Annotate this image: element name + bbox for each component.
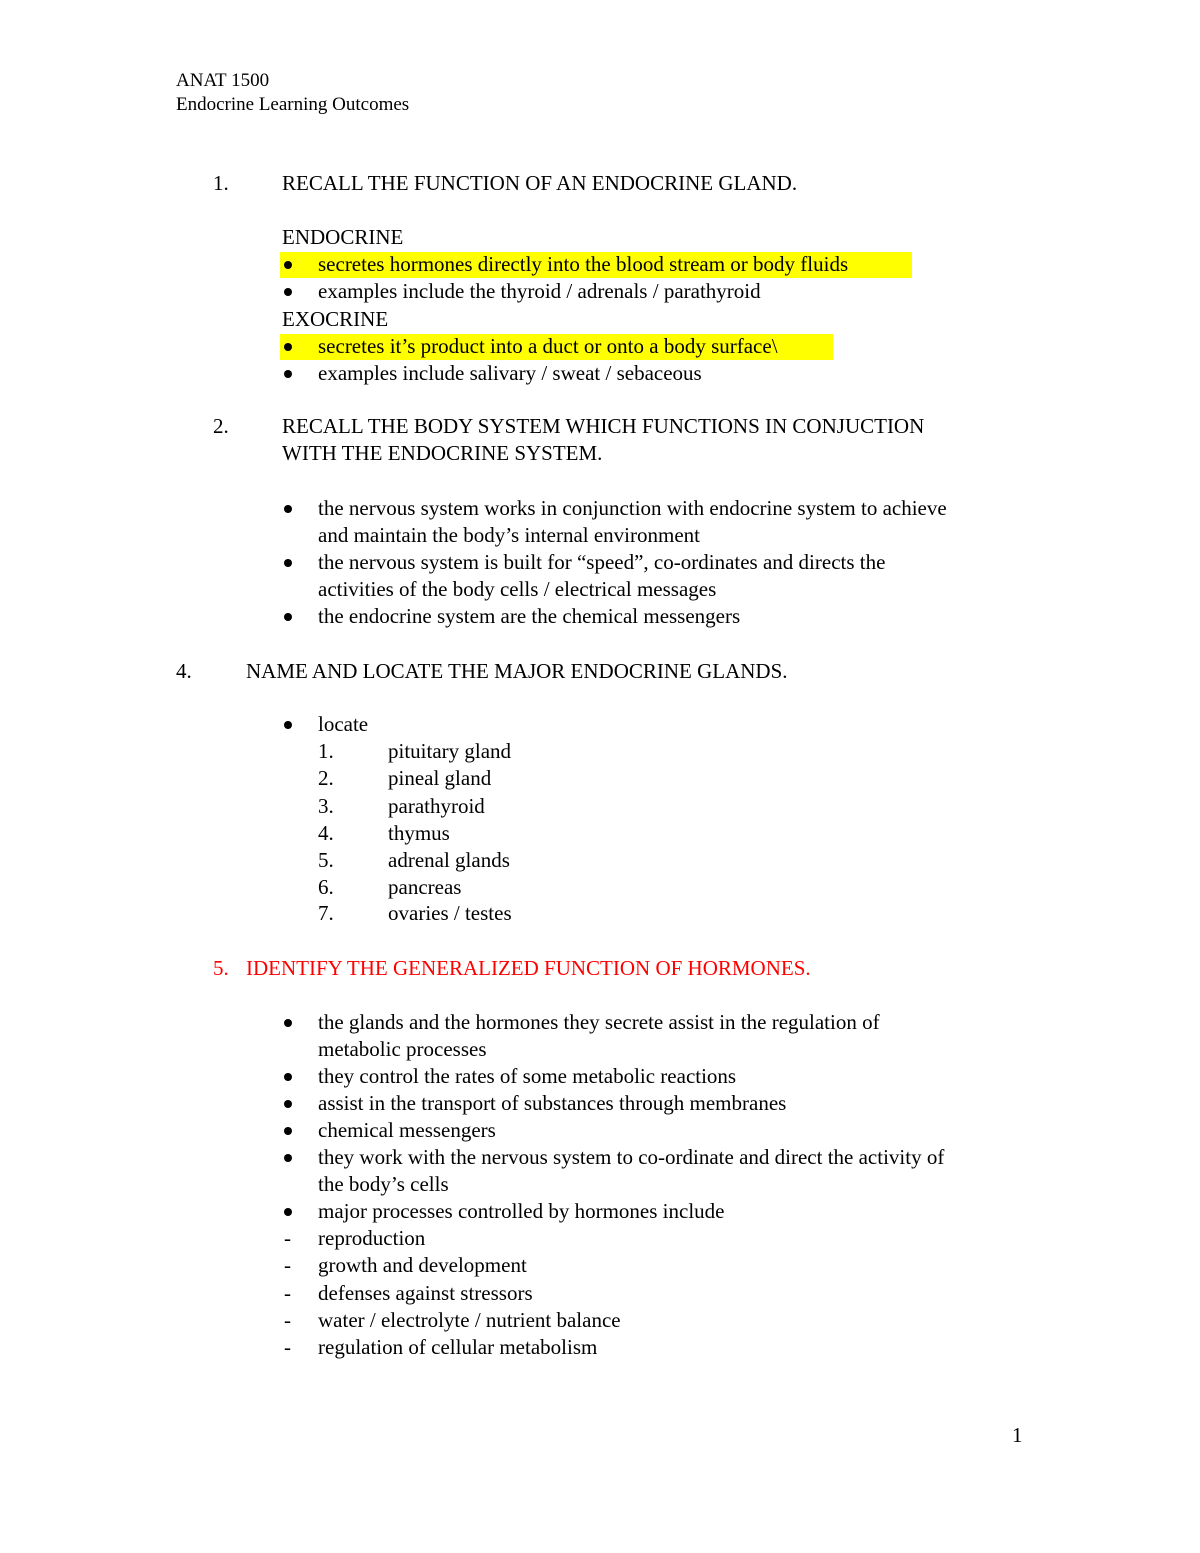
list-item-text: they control the rates of some metabolic reactions [318, 1064, 737, 1088]
process-text: water / electrolyte / nutrient balance [318, 1308, 621, 1332]
gland-number: 2. [318, 766, 334, 790]
section-title: NAME AND LOCATE THE MAJOR ENDOCRINE GLANDS. [246, 659, 788, 683]
gland-number: 1. [318, 739, 334, 763]
list-item-text: the nervous system is built for “speed”, co-ordinates and directs the [318, 550, 886, 574]
bullet-icon [284, 559, 292, 567]
list-item-text: they work with the nervous system to co-ordinate and direct the activity of [318, 1145, 945, 1169]
section-number: 1. [213, 171, 229, 195]
bullet-icon [284, 721, 292, 729]
gland-number: 3. [318, 794, 334, 818]
list-item-text-cont: metabolic processes [318, 1037, 487, 1061]
exocrine-label: EXOCRINE [282, 307, 389, 331]
list-item-text: assist in the transport of substances through membranes [318, 1091, 787, 1115]
gland-number: 6. [318, 875, 334, 899]
bullet-icon [284, 1154, 292, 1162]
bullet-icon [284, 261, 292, 269]
gland-number: 5. [318, 848, 334, 872]
dash-marker: - [284, 1253, 291, 1277]
dash-marker: - [284, 1308, 291, 1332]
section-number: 5. [213, 956, 229, 980]
list-item-text: chemical messengers [318, 1118, 496, 1142]
list-item-text: secretes it’s product into a duct or onto a body surface\ [318, 334, 778, 358]
list-item-text-cont: and maintain the body’s internal environment [318, 523, 700, 547]
list-item-text-cont: activities of the body cells / electrical messages [318, 577, 717, 601]
gland-name: pineal gland [388, 766, 492, 790]
bullet-icon [284, 1208, 292, 1216]
bullet-icon [284, 1100, 292, 1108]
list-item-text: the nervous system works in conjunction with endocrine system to achieve [318, 496, 947, 520]
list-item-text: examples include salivary / sweat / sebaceous [318, 361, 702, 385]
process-text: regulation of cellular metabolism [318, 1335, 598, 1359]
document-subtitle: Endocrine Learning Outcomes [176, 94, 410, 115]
endocrine-label: ENDOCRINE [282, 225, 404, 249]
section-number: 4. [176, 659, 192, 683]
section-title: RECALL THE FUNCTION OF AN ENDOCRINE GLAND. [282, 171, 798, 195]
section-title: IDENTIFY THE GENERALIZED FUNCTION OF HORMONES. [246, 956, 811, 980]
section-title-line2: WITH THE ENDOCRINE SYSTEM. [282, 441, 603, 465]
bullet-icon [284, 370, 292, 378]
document-header [176, 69, 409, 117]
bullet-icon [284, 343, 292, 351]
gland-number: 7. [318, 901, 334, 925]
gland-name: parathyroid [388, 794, 485, 818]
process-text: reproduction [318, 1226, 426, 1250]
gland-name: thymus [388, 821, 450, 845]
gland-name: pituitary gland [388, 739, 512, 763]
page-number: 1 [1012, 1423, 1023, 1447]
dash-marker: - [284, 1281, 291, 1305]
bullet-icon [284, 613, 292, 621]
gland-name: ovaries / testes [388, 901, 512, 925]
list-item-text: locate [318, 712, 369, 736]
process-text: growth and development [318, 1253, 527, 1277]
section-number: 2. [213, 414, 229, 438]
bullet-icon [284, 288, 292, 296]
list-item-text: the endocrine system are the chemical messengers [318, 604, 741, 628]
section-title-line1: RECALL THE BODY SYSTEM WHICH FUNCTIONS IN CONJUCTION [282, 414, 925, 438]
list-item-text: the glands and the hormones they secrete assist in the regulation of [318, 1010, 880, 1034]
gland-name: adrenal glands [388, 848, 510, 872]
course-code: ANAT 1500 [176, 70, 270, 91]
gland-name: pancreas [388, 875, 462, 899]
list-item-text-cont: the body’s cells [318, 1172, 449, 1196]
list-item-text: secretes hormones directly into the blood stream or body fluids [318, 252, 849, 276]
process-text: defenses against stressors [318, 1281, 533, 1305]
dash-marker: - [284, 1335, 291, 1359]
bullet-icon [284, 1127, 292, 1135]
bullet-icon [284, 505, 292, 513]
bullet-icon [284, 1073, 292, 1081]
dash-marker: - [284, 1226, 291, 1250]
list-item-text: examples include the thyroid / adrenals / parathyroid [318, 279, 761, 303]
bullet-icon [284, 1019, 292, 1027]
gland-number: 4. [318, 821, 334, 845]
list-item-text: major processes controlled by hormones include [318, 1199, 725, 1223]
